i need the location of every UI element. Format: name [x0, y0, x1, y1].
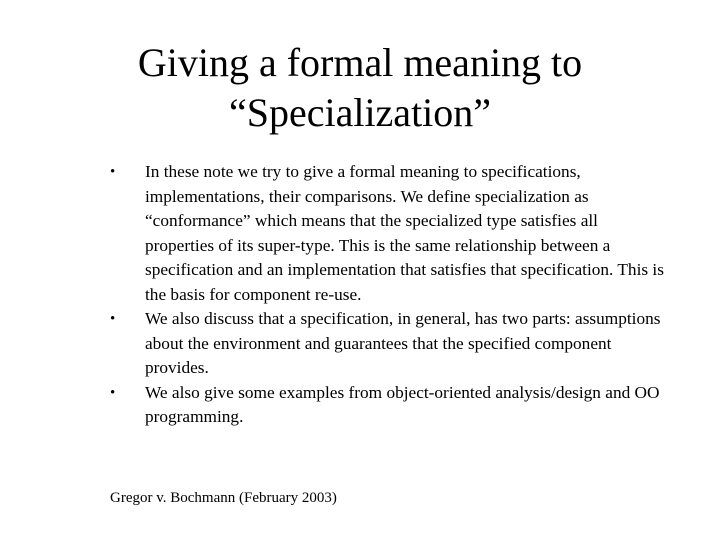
bullet-text-two-parts: We also discuss that a specification, in general, has two parts: assumptions about the environment and guarantees that the specified component provides.	[145, 309, 661, 377]
slide-title	[40, 38, 680, 138]
bullet-icon: •	[110, 311, 116, 327]
bullet-text-intro: In these note we try to give a formal meaning to specifications, implementations, their comparisons. We define specialization as “conformance” which means that the specialized type satisfies all properties of its super-type. This is the same relationship between a specification and an implementation that satisfies that specification. This is the basis for component re-use.	[145, 162, 664, 304]
bullet-icon: •	[110, 164, 116, 180]
bullet-text-examples: We also give some examples from object-oriented analysis/design and OO programming.	[145, 382, 660, 426]
bullet-icon: •	[110, 384, 116, 401]
slide-title-line-1: Giving a formal meaning to	[137, 40, 583, 85]
bullet-item-two-parts	[110, 307, 670, 381]
bullet-item-intro	[110, 160, 670, 307]
footer-credit: Gregor v. Bochmann (February 2003)	[110, 490, 337, 506]
bullet-list	[110, 160, 670, 430]
slide-title-line-2: “Specialization”	[228, 90, 492, 135]
bullet-item-examples	[110, 381, 670, 430]
